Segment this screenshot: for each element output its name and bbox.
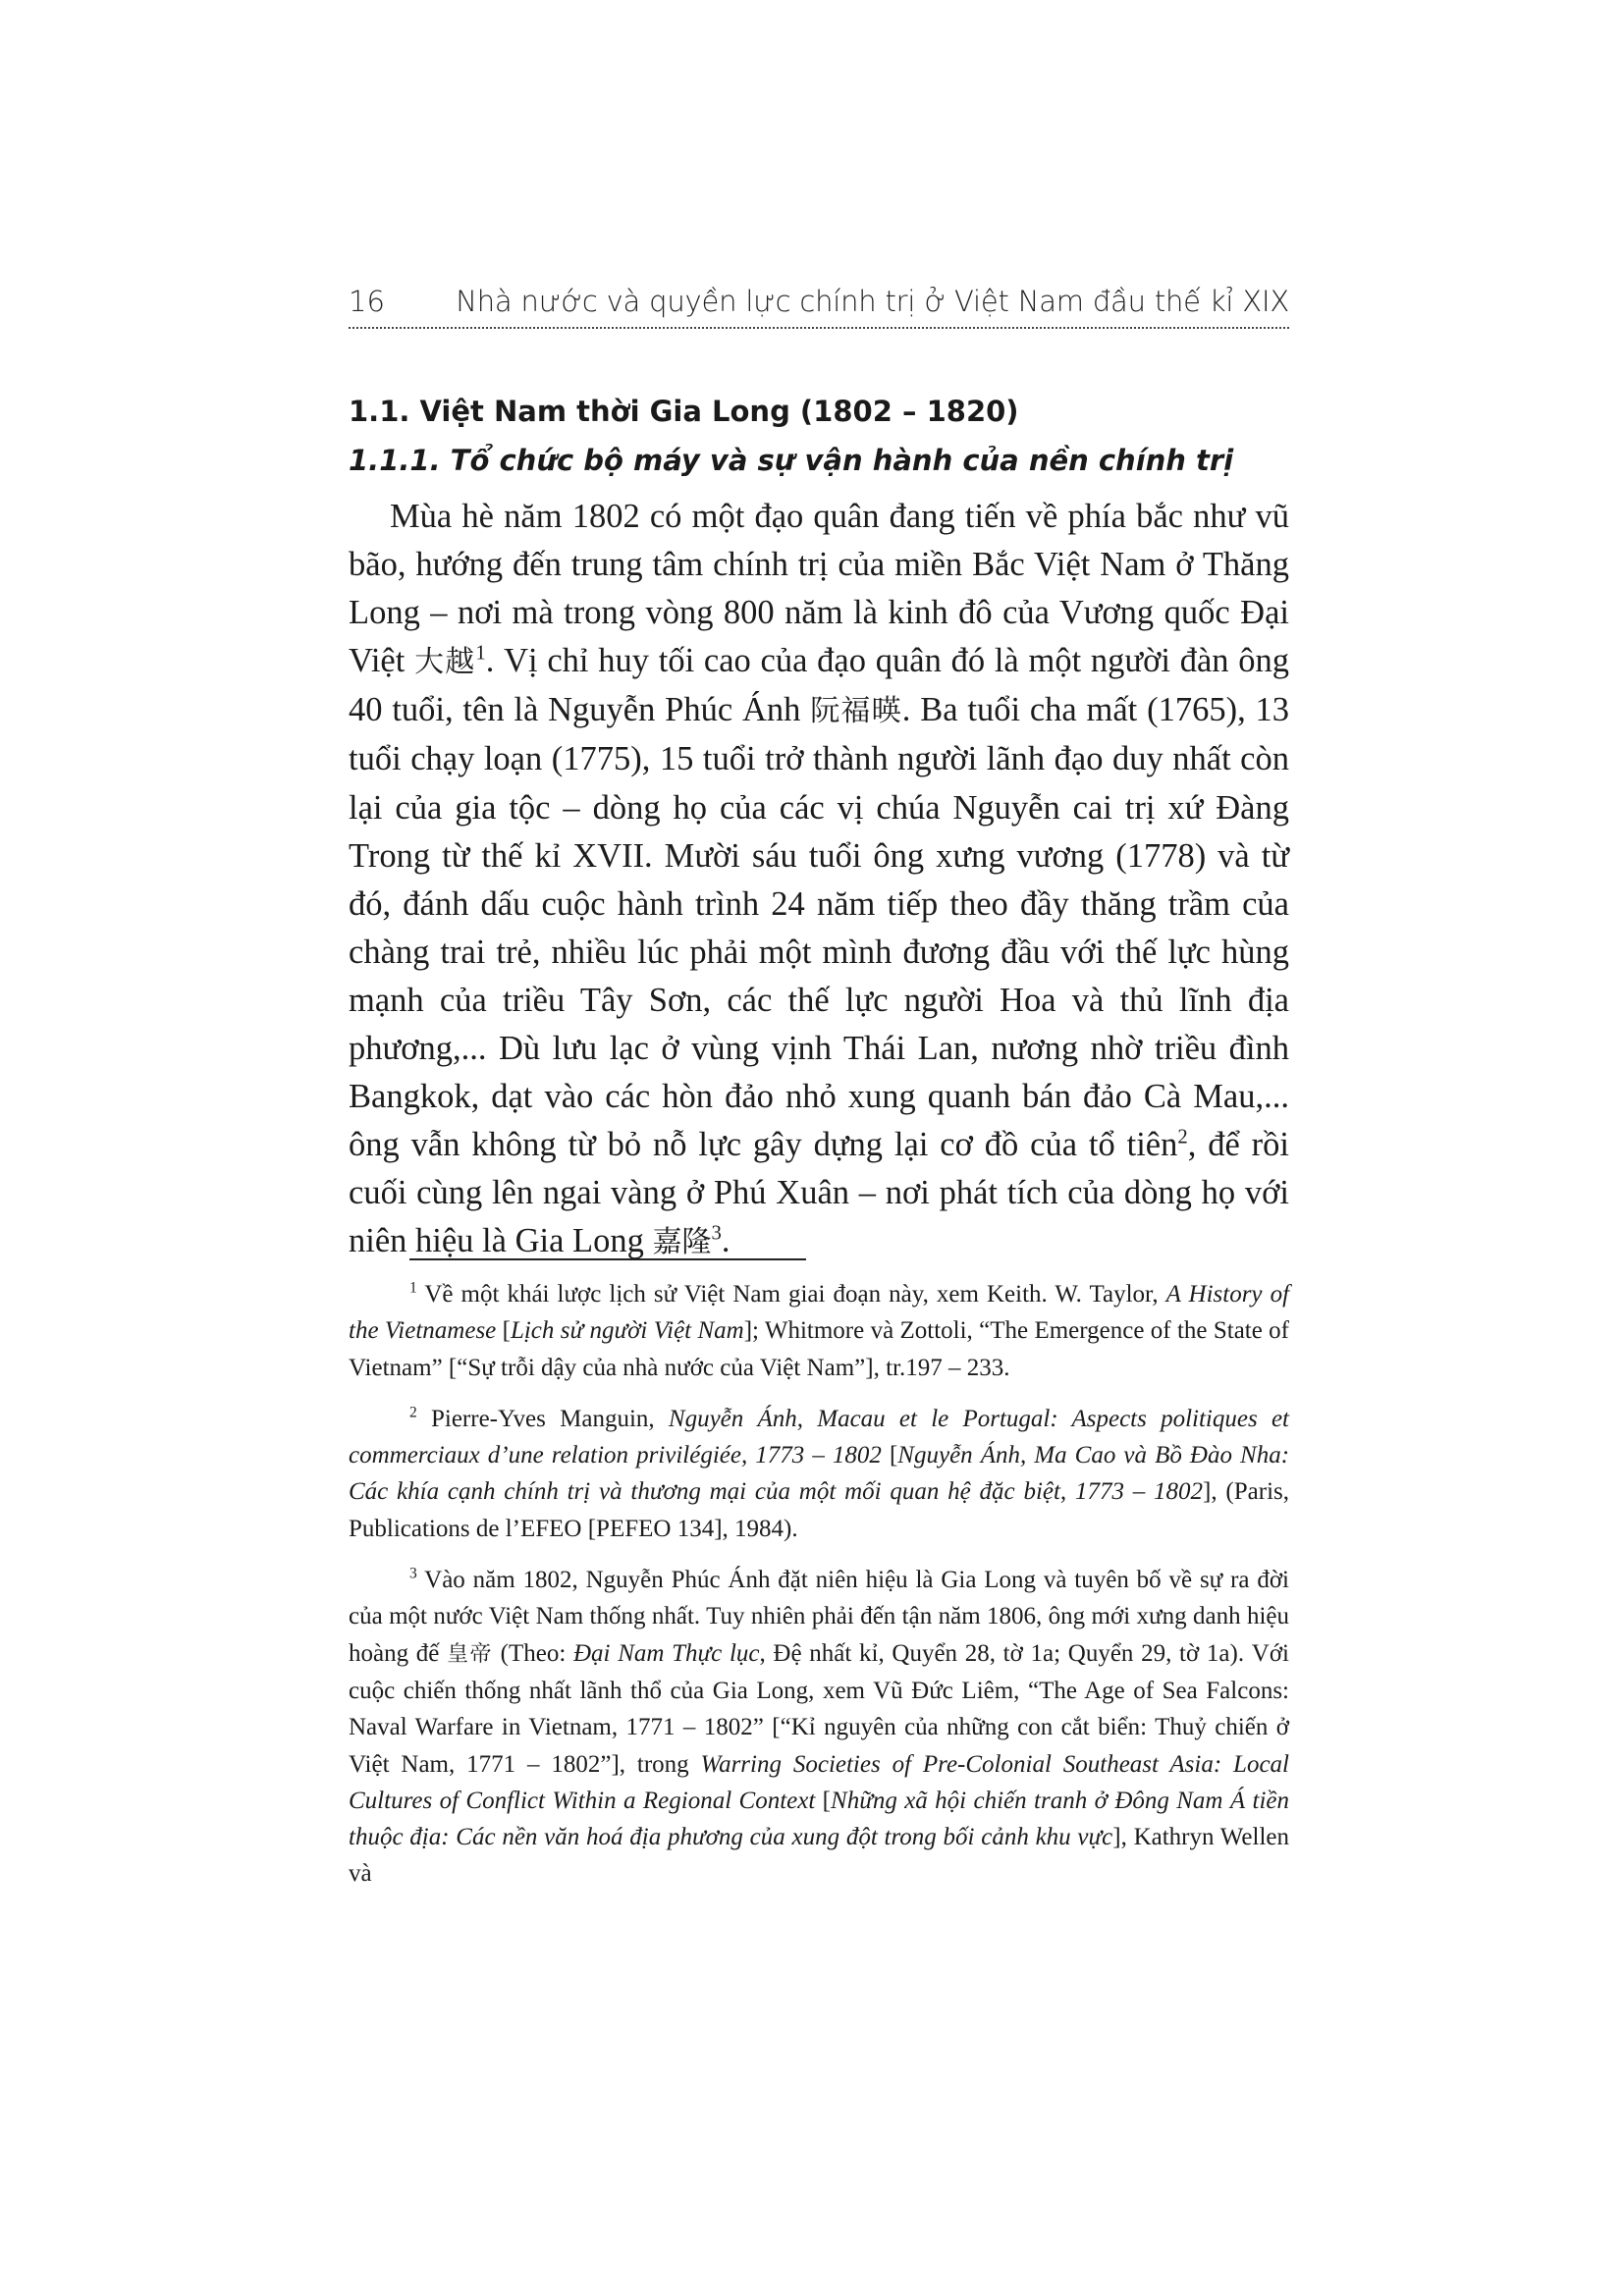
footnote-title: Đại Nam Thực lục [573, 1639, 760, 1667]
han-characters: 大越 [414, 645, 476, 680]
footnote-title: Những xã hội chiến tranh ở Đông Nam Á tiền thuộc địa: Các nền văn hoá địa phương của xung đột trong bối cảnh khu vực [349, 1787, 1290, 1851]
section-heading: 1.1. Việt Nam thời Gia Long (1802 – 1820) [349, 395, 1019, 428]
book-title: Nhà nước và quyền lực chính trị ở Việt Nam đầu thế kỉ XIX [456, 285, 1289, 318]
footnote-text: ], Kathryn Wellen và [349, 1824, 1289, 1888]
header-dotted-rule [349, 327, 1289, 329]
footnote-ref[interactable]: 1 [475, 642, 486, 665]
footnote-text: ], (Paris, Publications de l’EFEO [PEFEO 134], 1984). [349, 1478, 1289, 1542]
body-text-run: . [721, 1222, 730, 1260]
footnote-title: Lịch sử người Việt Nam [510, 1317, 744, 1345]
footnote-separator [409, 1258, 806, 1260]
footnote-text: [ [881, 1442, 898, 1469]
body-text-run: Mùa hè năm 1802 có một đạo quân đang tiến về phía bắc như vũ bão, hướng đến trung tâm chính trị của miền Bắc Việt Nam ở Thăng Long – nơi mà trong vòng 800 năm là kinh đô của Vương quốc Đại Việt [349, 498, 1289, 680]
han-characters: 嘉隆 [652, 1225, 712, 1260]
footnote-number: 1 [409, 1279, 417, 1297]
footnote-text: ]; Whitmore và Zottoli, “The Emergence of the State of Vietnam” [“Sự trỗi dậy của nhà nước của Việt Nam”], tr.197 – 233. [349, 1317, 1289, 1381]
footnote-text: [ [815, 1787, 832, 1814]
footnote-number: 2 [409, 1404, 417, 1421]
footnote-text: Về một khái lược lịch sử Việt Nam giai đoạn này, xem Keith. W. Taylor, [416, 1281, 1166, 1308]
footnote-3 [349, 1562, 1289, 1893]
body-text-run: , để rồi cuối cùng lên ngai vàng ở Phú Xuân – nơi phát tích của dòng họ với niên hiệu là Gia Long [349, 1126, 1289, 1260]
footnote-text: Vào năm 1802, Nguyễn Phúc Ánh đặt niên hiệu là Gia Long và tuyên bố về sự ra đời của một nước Việt Nam thống nhất. Tuy nhiên phải đến tận năm 1806, ông mới xưng danh hiệu hoàng đế [349, 1567, 1289, 1667]
page-number: 16 [349, 285, 385, 318]
subsection-heading: 1.1.1. Tổ chức bộ máy và sự vận hành của nền chính trị [349, 444, 1234, 477]
body-text-run: . Ba tuổi cha mất (1765), 13 tuổi chạy loạn (1775), 15 tuổi trở thành người lãnh đạo duy nhất còn lại của gia tộc – dòng họ của các vị chúa Nguyễn cai trị xứ Đàng Trong từ thế kỉ XVII. Mười sáu tuổi ông xưng vương (1778) và từ đó, đánh dấu cuộc hành trình 24 năm tiếp theo đầy thăng trầm của chàng trai trẻ, nhiều lúc phải một mình đương đầu với thế lực hùng mạnh của triều Tây Sơn, các thế lực người Hoa và thủ lĩnh địa phương,... Dù lưu lạc ở vùng vịnh Thái Lan, nương nhờ triều đình Bangkok, dạt vào các hòn đảo nhỏ xung quanh bán đảo Cà Mau,... ông vẫn không từ bỏ nỗ lực gây dựng lại cơ đồ của tổ tiên [349, 691, 1290, 1164]
footnote-text: (Theo: [492, 1639, 573, 1667]
body-text-run: . Vị chỉ huy tối cao của đạo quân đó là một người đàn ông 40 tuổi, tên là Nguyễn Phúc Ánh [349, 642, 1290, 729]
body-paragraph [349, 493, 1289, 1267]
footnote-1 [349, 1276, 1289, 1386]
footnote-title: Warring Societies of Pre-Colonial Southeast Asia: Local Cultures of Conflict Within a Regional Context [349, 1750, 1289, 1814]
footnote-title: A History of the Vietnamese [349, 1281, 1290, 1345]
footnotes [349, 1276, 1289, 1907]
running-header [349, 277, 1289, 326]
footnote-title: Nguyễn Ánh, Ma Cao và Bồ Đào Nha: Các khía cạnh chính trị và thương mại của một mối quan hệ đặc biệt, 1773 – 1802 [349, 1442, 1290, 1506]
footnote-ref[interactable]: 2 [1177, 1126, 1188, 1148]
footnote-title: Nguyễn Ánh, Macau et le Portugal: Aspects politiques et commerciaux d’une relation privilégiée, 1773 – 1802 [349, 1405, 1289, 1469]
footnote-2 [349, 1401, 1289, 1547]
han-characters: 皇帝 [447, 1641, 493, 1667]
footnote-text: Pierre-Yves Manguin, [416, 1405, 669, 1432]
footnote-number: 3 [409, 1565, 417, 1582]
footnote-text: [ [496, 1317, 511, 1345]
han-characters: 阮福暎 [810, 694, 902, 729]
footnote-ref[interactable]: 3 [711, 1222, 722, 1245]
footnote-text: , Đệ nhất kỉ, Quyển 28, tờ 1a; Quyển 29, tờ 1a). Với cuộc chiến thống nhất lãnh thổ của Gia Long, xem Vũ Đức Liêm, “The Age of Sea Falcons: Naval Warfare in Vietnam, 1771 – 1802” [“Kỉ nguyên của những con cắt biển: Thuỷ chiến ở Việt Nam, 1771 – 1802”], trong [349, 1639, 1289, 1778]
